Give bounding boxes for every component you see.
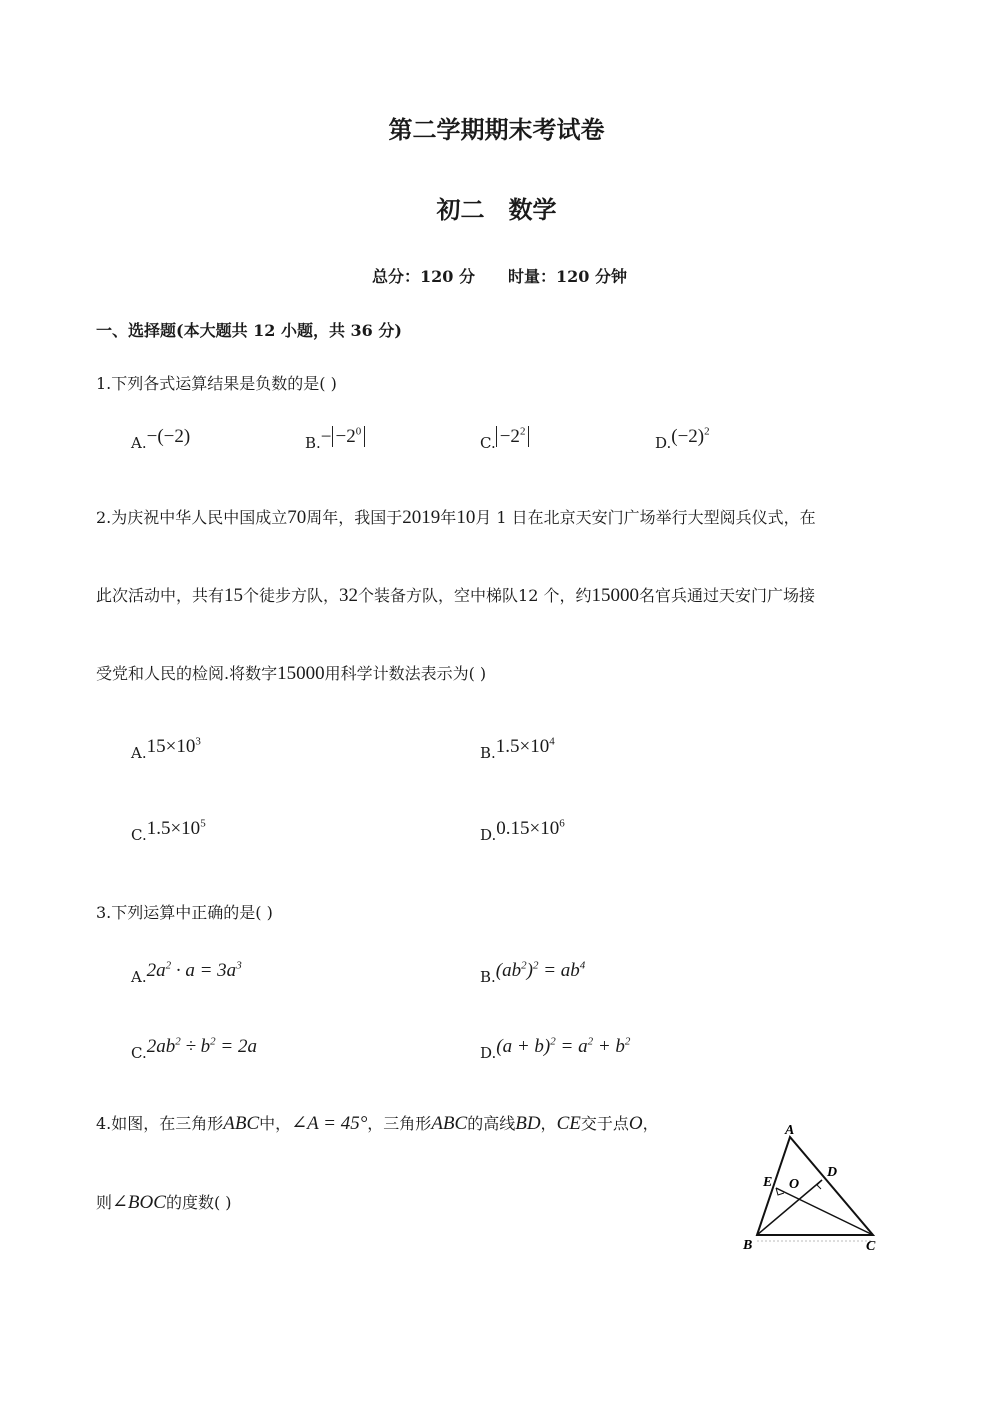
q2-line-1 bbox=[96, 505, 816, 529]
math-expression bbox=[496, 818, 564, 839]
math-expression bbox=[147, 1036, 257, 1057]
q1-option-c bbox=[480, 426, 529, 453]
text: 4.如图，在三角形 bbox=[96, 1114, 224, 1133]
option-label: A. bbox=[131, 744, 147, 763]
text: 个徒步方队， bbox=[243, 586, 340, 605]
term: ) bbox=[526, 960, 533, 982]
option-label: A. bbox=[131, 968, 147, 987]
option-label: D. bbox=[480, 826, 497, 845]
number: 10 bbox=[456, 507, 476, 528]
option-label: B. bbox=[305, 434, 321, 453]
term: ÷ b bbox=[180, 1036, 211, 1058]
q3-option-b bbox=[480, 960, 586, 987]
text: 受党和人民的检阅.将数字 bbox=[96, 664, 278, 683]
term: 2a bbox=[146, 960, 166, 982]
exponent: 3 bbox=[236, 960, 242, 972]
text: ， bbox=[540, 1114, 557, 1133]
minus-sign: − bbox=[320, 426, 332, 448]
term: (a + b) bbox=[496, 1036, 551, 1058]
point-label-d: D bbox=[827, 1165, 838, 1180]
point-label-o: O bbox=[789, 1177, 800, 1192]
math-expression: −(−2) bbox=[146, 426, 191, 447]
option-label: A. bbox=[131, 434, 147, 452]
point-label-e: E bbox=[763, 1175, 773, 1190]
vertex-label-a: A bbox=[785, 1123, 795, 1138]
math-expression bbox=[496, 960, 585, 981]
triangle-figure bbox=[735, 1120, 895, 1260]
base: −2 bbox=[335, 426, 356, 448]
math-expression bbox=[496, 736, 555, 757]
q2-option-b bbox=[480, 736, 555, 763]
text: ，三角形 bbox=[367, 1114, 432, 1133]
number: 15000 bbox=[591, 585, 639, 606]
option-label: B. bbox=[480, 968, 496, 987]
term: = ab bbox=[538, 960, 580, 982]
mantissa: 1.5×10 bbox=[146, 818, 201, 840]
math-symbol: ∠BOC bbox=[112, 1192, 166, 1213]
exponent: 4 bbox=[549, 736, 555, 748]
q2-option-a bbox=[131, 736, 201, 763]
text: 年 bbox=[440, 508, 457, 527]
text: 的度数( ) bbox=[165, 1193, 232, 1212]
exponent: 5 bbox=[200, 818, 206, 830]
exponent: 2 bbox=[587, 1036, 594, 1048]
exponent: 2 bbox=[704, 426, 710, 438]
math-expression bbox=[321, 426, 365, 447]
math-symbol: ABC bbox=[431, 1113, 468, 1134]
math-symbol: O bbox=[628, 1113, 643, 1134]
term: = a bbox=[555, 1036, 588, 1058]
mantissa: 15×10 bbox=[146, 736, 196, 758]
q3-option-c bbox=[131, 1036, 257, 1063]
text: 2.为庆祝中华人民中国成立 bbox=[96, 508, 288, 527]
mantissa: 1.5×10 bbox=[495, 736, 550, 758]
math-symbol: CE bbox=[556, 1113, 581, 1134]
text: 用科学计数法表示为( ) bbox=[324, 664, 487, 683]
option-label: C. bbox=[480, 434, 496, 453]
q2-option-c bbox=[131, 818, 206, 845]
option-label: B. bbox=[480, 744, 496, 763]
absolute-value bbox=[332, 426, 366, 447]
math-symbol: ∠A = 45° bbox=[291, 1113, 368, 1134]
absolute-value bbox=[496, 426, 530, 447]
q3-option-a bbox=[131, 960, 242, 987]
term: + b bbox=[593, 1036, 625, 1058]
term: = 2a bbox=[215, 1036, 257, 1058]
math-expression bbox=[147, 960, 242, 981]
exponent: 2 bbox=[521, 960, 527, 972]
q1-option-a bbox=[131, 426, 191, 452]
option-label: C. bbox=[131, 826, 147, 845]
exponent: 2 bbox=[550, 1036, 556, 1048]
text: 此次活动中，共有 bbox=[96, 586, 225, 605]
text: 周年，我国于 bbox=[306, 508, 403, 527]
exponent: 2 bbox=[165, 960, 172, 972]
text: 名官兵通过天安门广场接 bbox=[638, 586, 815, 605]
exponent: 2 bbox=[175, 1036, 181, 1048]
vertex-label-c: C bbox=[866, 1239, 876, 1254]
option-label: D. bbox=[655, 434, 672, 453]
text: 个装备方队，空中梯队12 个，约 bbox=[358, 586, 592, 605]
exponent: 6 bbox=[559, 818, 565, 830]
number: 70 bbox=[287, 507, 307, 528]
q2-line-3 bbox=[96, 661, 486, 685]
exponent: 0 bbox=[355, 426, 362, 438]
base: −2 bbox=[499, 426, 520, 448]
q4-line-2 bbox=[96, 1190, 232, 1214]
q3-stem: 3.下列运算中正确的是( ) bbox=[96, 903, 273, 922]
altitude-ce bbox=[776, 1188, 873, 1235]
section-heading: 一、选择题(本大题共 12 小题，共 36 分) bbox=[96, 321, 402, 340]
text: 中， bbox=[259, 1114, 292, 1133]
exponent: 4 bbox=[579, 960, 586, 972]
exam-title: 第二学期期末考试卷 bbox=[388, 115, 605, 144]
math-expression bbox=[147, 818, 206, 839]
q1-option-d bbox=[655, 426, 710, 453]
math-symbol: BD bbox=[515, 1113, 541, 1134]
term: (ab bbox=[495, 960, 522, 982]
math-expression bbox=[671, 426, 709, 447]
term: 2ab bbox=[146, 1036, 176, 1058]
exponent: 2 bbox=[210, 1036, 216, 1048]
text: 则 bbox=[96, 1193, 113, 1212]
option-label: C. bbox=[131, 1044, 147, 1063]
exponent: 3 bbox=[195, 736, 201, 748]
number: 15 bbox=[224, 585, 244, 606]
exponent: 2 bbox=[624, 1036, 631, 1048]
math-expression bbox=[496, 1036, 630, 1057]
option-label: D. bbox=[480, 1044, 497, 1063]
q3-option-d bbox=[480, 1036, 631, 1063]
number: 2019 bbox=[402, 507, 441, 528]
time-limit: 时量：120 分钟 bbox=[508, 267, 627, 286]
q1-option-b bbox=[305, 426, 365, 453]
q1-stem: 1.下列各式运算结果是负数的是( ) bbox=[96, 374, 337, 393]
q2-option-d bbox=[480, 818, 565, 845]
math-expression bbox=[147, 736, 201, 757]
base: (−2) bbox=[671, 426, 705, 448]
subject-title: 初二 数学 bbox=[436, 195, 557, 224]
term: · a = 3a bbox=[171, 960, 237, 982]
total-score: 总分：120 分 bbox=[372, 267, 475, 286]
mantissa: 0.15×10 bbox=[496, 818, 560, 840]
text: 的高线 bbox=[467, 1114, 516, 1133]
q4-line-1 bbox=[96, 1111, 659, 1135]
text: 月 1 日在北京天安门广场举行大型阅兵仪式，在 bbox=[475, 508, 816, 527]
exponent: 2 bbox=[532, 960, 539, 972]
text: ， bbox=[642, 1114, 659, 1133]
math-symbol: ABC bbox=[223, 1113, 260, 1134]
math-expression bbox=[496, 426, 530, 447]
number: 15000 bbox=[277, 663, 325, 684]
vertex-label-b: B bbox=[743, 1238, 753, 1253]
q2-line-2 bbox=[96, 583, 815, 607]
exponent: 2 bbox=[519, 426, 526, 438]
text: 交于点 bbox=[580, 1114, 629, 1133]
number: 32 bbox=[339, 585, 359, 606]
